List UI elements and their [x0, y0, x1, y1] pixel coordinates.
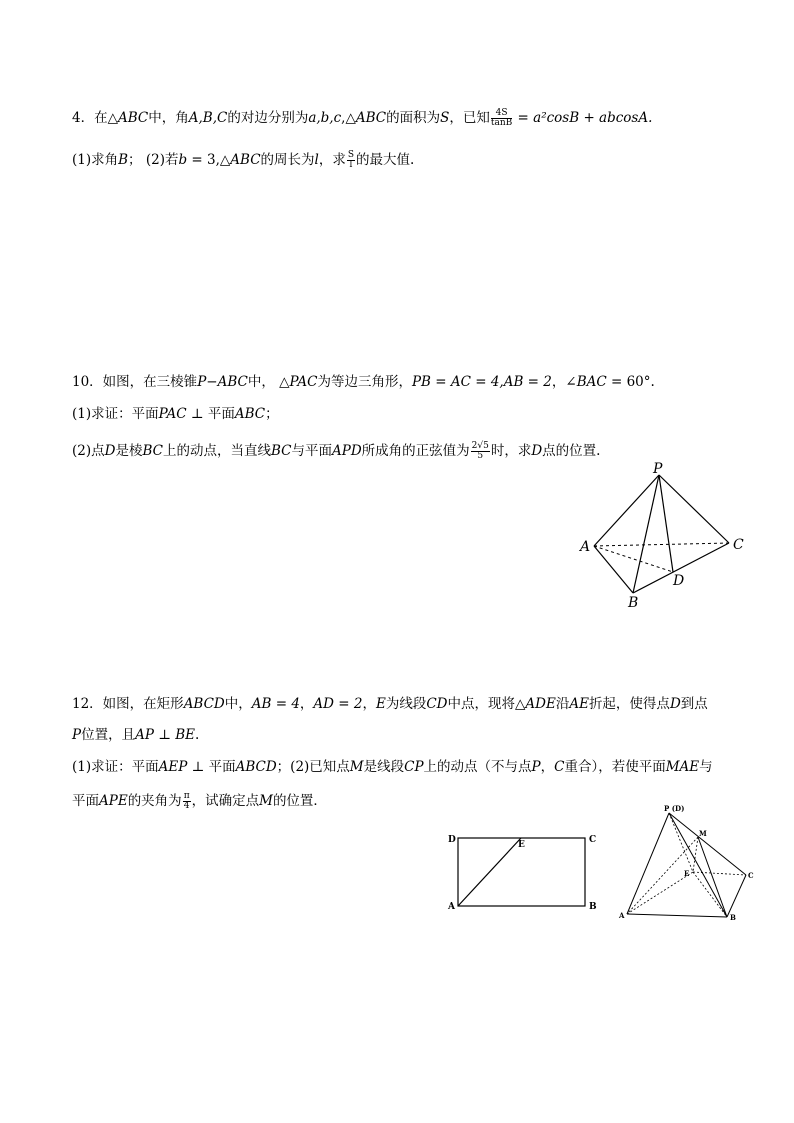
- label-A: A: [580, 539, 591, 555]
- edge-PA: [594, 475, 659, 546]
- edge-MB: [698, 837, 727, 917]
- label-E: E: [684, 869, 690, 878]
- edge-AB: [627, 914, 727, 917]
- fraction: $\frac{2√5}{5}$: [471, 441, 489, 461]
- label-C: C: [733, 537, 744, 553]
- edge-AC-hidden: [594, 543, 729, 546]
- edge-EC-hidden: [693, 872, 746, 875]
- label-D: D: [448, 835, 456, 845]
- folded-figure: [618, 802, 758, 922]
- label-M: M: [699, 829, 707, 838]
- q12-line1: 12．如图，在矩形ABCD中，AB = 4，AD = 2，E为线段CD中点，现将△ADE沿AE折起，使得点D到点: [72, 696, 708, 712]
- label-A: A: [619, 911, 625, 920]
- q12-line4: 平面APE的夹角为 $\frac{\pi}{4}$ ，试确定点M的位置．: [72, 791, 327, 811]
- q4-line2: (1)求角B； (2)若b = 3,△ABC的周长为l，求 $\frac{S}{l}$ 的最大值.: [72, 150, 415, 170]
- edge-PB: [633, 475, 659, 593]
- edge-EB-hidden: [693, 872, 727, 917]
- edge-PD: [659, 475, 673, 572]
- label-B: B: [628, 595, 639, 611]
- label-C: C: [748, 871, 754, 880]
- edge-PA: [627, 813, 669, 914]
- segment-AE: [458, 838, 521, 906]
- q10-line3: (2)点D是棱BC上的动点，当直线BC与平面APD所成角的正弦值为 $\frac{2√5}{5}$ 时，求D点的位置.: [72, 441, 601, 461]
- edge-PC: [659, 475, 729, 543]
- fraction: $\frac{4S}{\tan B}$: [490, 108, 513, 128]
- edge-BC: [727, 875, 746, 917]
- edge-PC: [669, 813, 746, 875]
- q12-line3: (1)求证：平面AEP ⊥ 平面ABCD；(2)已知点M是线段CP上的动点（不与点P，C重合），若使平面MAE与: [72, 759, 713, 775]
- fraction: $\frac{\pi}{4}$: [183, 791, 190, 811]
- edge-ME-hidden: [693, 837, 698, 872]
- label-D: D: [673, 573, 685, 589]
- label-E: E: [518, 840, 525, 850]
- edge-PE-hidden: [669, 813, 693, 872]
- tetrahedron-figure: [575, 458, 755, 613]
- q12-line2: P位置，且AP ⊥ BE.: [72, 727, 200, 743]
- q4-line1: 4．在△ABC中，角A,B,C的对边分别为a,b,c,△ABC的面积为S，已知 $\frac{4S}{\tan B}$ = a²cosB + abcosA.: [72, 108, 653, 128]
- edge-AB: [594, 546, 633, 593]
- label-PD: P (D): [664, 804, 685, 813]
- rectangle-figure: [440, 828, 605, 916]
- q10-line2: (1)求证：平面PAC ⊥ 平面ABC；: [72, 406, 279, 422]
- label-P: P: [653, 461, 663, 477]
- edge-AD-hidden: [594, 546, 673, 572]
- label-B: B: [589, 902, 597, 912]
- q10-line1: 10．如图，在三棱锥P−ABC中， △PAC为等边三角形，PB = AC = 4,AB = 2，∠BAC = 60°.: [72, 374, 655, 390]
- edge-PB: [669, 813, 727, 917]
- label-C: C: [589, 835, 597, 845]
- fraction: $\frac{S}{l}$: [347, 150, 355, 170]
- label-A: A: [448, 902, 455, 912]
- label-B: B: [730, 913, 736, 922]
